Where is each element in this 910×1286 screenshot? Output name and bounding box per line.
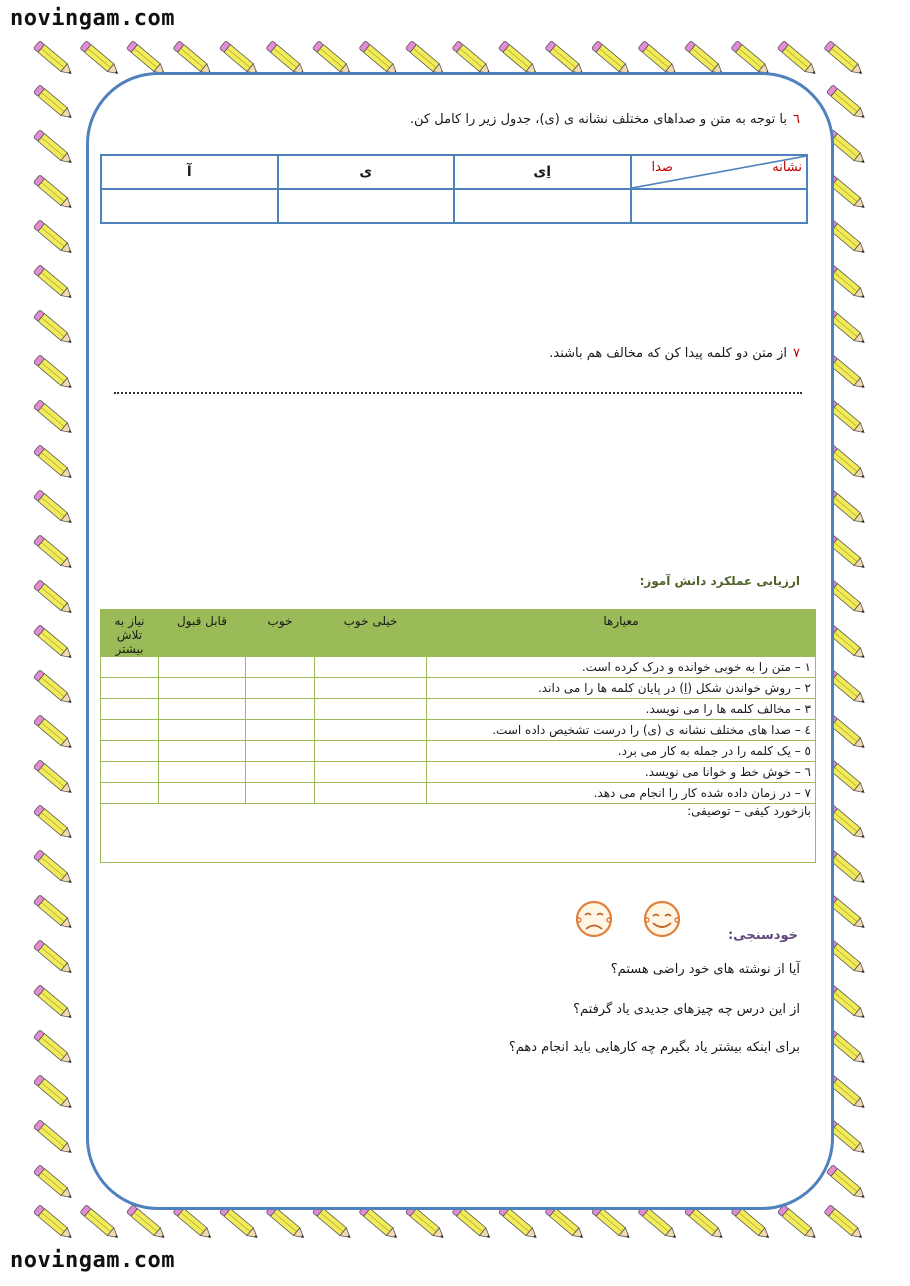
happy-face-icon[interactable] [645,902,679,936]
rating-cell[interactable] [246,741,315,762]
table-row [101,678,816,699]
pencil-icon [33,895,74,932]
pencil-icon [359,1205,400,1242]
pencil-icon [33,715,74,752]
pencil-icon [312,1205,353,1242]
rating-header: خوب [246,610,315,657]
sounds-answer-cell[interactable] [631,189,808,223]
criterion-text: ٢ – روش خواندن شکل (اِ) در پایان کلمه ها را می داند. [427,678,816,699]
sounds-header: ی [278,155,455,189]
rating-cell[interactable] [159,741,246,762]
rating-header: قابل قبول [159,610,246,657]
pencil-icon [33,940,74,977]
table-row [101,741,816,762]
rating-cell[interactable] [315,783,427,804]
rating-cell[interactable] [101,657,159,678]
pencil-icon [33,1205,74,1242]
pencil-icon [33,805,74,842]
pencil-icon [638,1205,679,1242]
evaluation-title: ارزیابی عملکرد دانش آموز: [639,574,800,588]
rating-cell[interactable] [101,783,159,804]
criterion-text: ٤ – صدا های مختلف نشانه ی (ی) را درست تشخیص داده است. [427,720,816,741]
rating-cell[interactable] [315,699,427,720]
sounds-table [100,154,808,224]
pencil-icon [219,1205,260,1242]
sounds-answer-cell[interactable] [101,189,278,223]
pencil-icon [826,85,867,122]
pencil-icon [545,1205,586,1242]
pencil-icon [777,41,818,78]
rating-cell[interactable] [315,657,427,678]
pencil-icon [33,175,74,212]
criterion-text: ٦ – خوش خط و خوانا می نویسد. [427,762,816,783]
rating-cell[interactable] [159,720,246,741]
pencil-icon [777,1205,818,1242]
sounds-answer-cell[interactable] [278,189,455,223]
pencil-icon [33,355,74,392]
question-7 [549,346,800,361]
pencil-icon [33,760,74,797]
pencil-icon [826,1165,867,1202]
corner-label-sign: نشانه [772,160,802,175]
pencil-icon [824,41,865,78]
criterion-text: ٧ – در زمان داده شده کار را انجام می دهد. [427,783,816,804]
rating-cell[interactable] [101,741,159,762]
question-6 [410,112,800,127]
sad-face-icon[interactable] [577,902,611,936]
question-6-number: ٦ [793,112,800,127]
pencil-icon [33,535,74,572]
rating-cell[interactable] [159,678,246,699]
self-question: آیا از نوشته های خود راضی هستم؟ [610,962,800,977]
sounds-header: آ [101,155,278,189]
sounds-table-corner [631,155,808,189]
pencil-icon [33,670,74,707]
self-assessment-title: خودسنجی: [727,928,798,943]
rating-cell[interactable] [315,720,427,741]
question-6-text: با توجه به متن و صداهای مختلف نشانه ی (ی)، جدول زیر را کامل کن. [409,112,788,127]
rating-cell[interactable] [159,657,246,678]
rating-cell[interactable] [159,699,246,720]
pencil-icon [173,1205,214,1242]
pencil-icon [33,400,74,437]
pencil-icon [126,1205,167,1242]
pencil-icon [33,985,74,1022]
rating-cell[interactable] [246,783,315,804]
self-assessment-faces [566,898,692,940]
pencil-icon [33,265,74,302]
corner-label-sound: صدا [651,160,673,175]
self-question: برای اینکه بیشتر یاد بگیرم چه کارهایی باید انجام دهم؟ [508,1040,800,1055]
table-row [101,657,816,678]
table-row [101,699,816,720]
criteria-header: معیارها [427,610,816,657]
rating-cell[interactable] [246,762,315,783]
table-row [101,762,816,783]
rating-cell[interactable] [315,741,427,762]
pencil-icon [33,1075,74,1112]
table-row [101,720,816,741]
rating-cell[interactable] [246,678,315,699]
rating-cell[interactable] [246,720,315,741]
sounds-header: اِی [454,155,631,189]
criterion-text: ٥ – یک کلمه را در جمله به کار می برد. [427,741,816,762]
criterion-text: ٣ – مخالف کلمه ها را می نویسد. [427,699,816,720]
question-7-text: از متن دو کلمه پیدا کن که مخالف هم باشند. [549,346,788,361]
pencil-icon [80,1205,121,1242]
evaluation-header-row [101,610,816,657]
pencil-icon [80,41,121,78]
pencil-icon [498,1205,539,1242]
pencil-icon [266,1205,307,1242]
rating-cell[interactable] [101,678,159,699]
pencil-icon [33,445,74,482]
rating-cell[interactable] [246,657,315,678]
site-watermark-top: novingam.com [10,6,175,31]
pencil-icon [33,85,74,122]
rating-header: نیاز به تلاش بیشتر [101,610,159,657]
site-watermark-bottom: novingam.com [10,1248,175,1273]
pencil-icon [684,1205,725,1242]
self-question: از این درس چه چیزهای جدیدی یاد گرفتم؟ [573,1002,800,1017]
pencil-icon [33,580,74,617]
rating-header: خیلی خوب [315,610,427,657]
evaluation-table [100,609,816,863]
rating-cell[interactable] [246,699,315,720]
pencil-icon [731,1205,772,1242]
rating-cell[interactable] [315,678,427,699]
criterion-text: ١ – متن را به خوبی خوانده و درک کرده است. [427,657,816,678]
pencil-icon [33,220,74,257]
sounds-answer-cell[interactable] [454,189,631,223]
pencil-icon [33,1165,74,1202]
pencil-icon [33,625,74,662]
pencil-icon [33,41,74,78]
pencil-icon [33,310,74,347]
feedback-cell[interactable]: بازخورد کیفی – توصیفی: [101,804,816,863]
rating-cell[interactable] [101,762,159,783]
question-7-number: ٧ [793,346,800,361]
rating-cell[interactable] [159,762,246,783]
pencil-icon [33,1030,74,1067]
feedback-row [101,804,816,863]
pencil-icon [452,1205,493,1242]
pencil-icon [824,1205,865,1242]
pencil-icon [33,1120,74,1157]
pencil-icon [33,850,74,887]
rating-cell[interactable] [101,720,159,741]
pencil-icon [591,1205,632,1242]
rating-cell[interactable] [101,699,159,720]
table-row [101,783,816,804]
answer-line[interactable] [114,392,802,394]
rating-cell[interactable] [315,762,427,783]
pencil-icon [405,1205,446,1242]
pencil-icon [33,490,74,527]
rating-cell[interactable] [159,783,246,804]
pencil-icon [33,130,74,167]
